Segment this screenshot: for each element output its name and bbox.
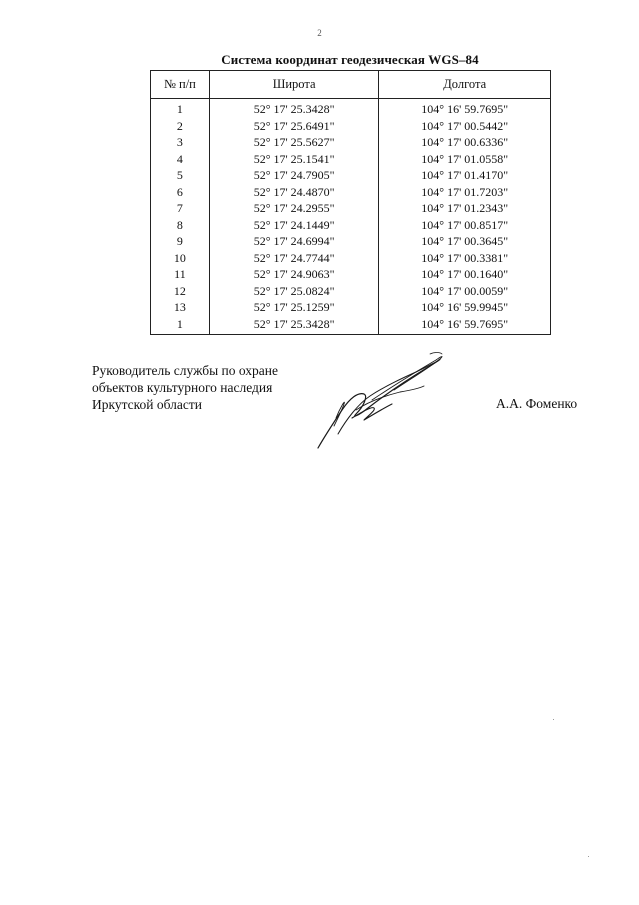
cell-longitude: 104° 16' 59.7695" bbox=[379, 99, 551, 118]
table-header-row bbox=[151, 71, 551, 99]
cell-number: 6 bbox=[151, 184, 210, 201]
signatory-title bbox=[92, 362, 278, 413]
table-row bbox=[151, 134, 551, 151]
handwritten-signature bbox=[312, 348, 452, 454]
table-row bbox=[151, 233, 551, 250]
page-number: 2 bbox=[317, 28, 322, 38]
cell-longitude: 104° 16' 59.7695" bbox=[379, 316, 551, 335]
cell-latitude: 52° 17' 25.3428" bbox=[209, 316, 379, 335]
cell-latitude: 52° 17' 24.6994" bbox=[209, 233, 379, 250]
cell-number: 1 bbox=[151, 99, 210, 118]
cell-longitude: 104° 17' 00.6336" bbox=[379, 134, 551, 151]
cell-longitude: 104° 16' 59.9945" bbox=[379, 299, 551, 316]
table-row bbox=[151, 200, 551, 217]
cell-number: 12 bbox=[151, 283, 210, 300]
table-row bbox=[151, 217, 551, 234]
cell-latitude: 52° 17' 25.6491" bbox=[209, 118, 379, 135]
table-row bbox=[151, 99, 551, 118]
cell-number: 10 bbox=[151, 250, 210, 267]
header-latitude: Широта bbox=[209, 71, 379, 99]
cell-latitude: 52° 17' 24.4870" bbox=[209, 184, 379, 201]
cell-longitude: 104° 17' 01.2343" bbox=[379, 200, 551, 217]
cell-number: 3 bbox=[151, 134, 210, 151]
cell-latitude: 52° 17' 24.9063" bbox=[209, 266, 379, 283]
signatory-title-line: объектов культурного наследия bbox=[92, 380, 273, 395]
table-row bbox=[151, 299, 551, 316]
cell-number: 1 bbox=[151, 316, 210, 335]
table-row bbox=[151, 283, 551, 300]
cell-longitude: 104° 17' 01.0558" bbox=[379, 151, 551, 168]
signatory-title-line: Иркутской области bbox=[92, 397, 203, 412]
header-longitude: Долгота bbox=[379, 71, 551, 99]
table-row bbox=[151, 167, 551, 184]
table-row bbox=[151, 151, 551, 168]
scan-speck bbox=[588, 856, 589, 857]
cell-number: 4 bbox=[151, 151, 210, 168]
cell-longitude: 104° 17' 00.5442" bbox=[379, 118, 551, 135]
cell-number: 5 bbox=[151, 167, 210, 184]
table-row bbox=[151, 118, 551, 135]
cell-latitude: 52° 17' 25.3428" bbox=[209, 99, 379, 118]
cell-number: 9 bbox=[151, 233, 210, 250]
coordinates-table bbox=[150, 70, 551, 335]
cell-latitude: 52° 17' 24.7744" bbox=[209, 250, 379, 267]
cell-latitude: 52° 17' 25.0824" bbox=[209, 283, 379, 300]
cell-longitude: 104° 17' 00.8517" bbox=[379, 217, 551, 234]
cell-longitude: 104° 17' 00.3645" bbox=[379, 233, 551, 250]
cell-number: 2 bbox=[151, 118, 210, 135]
signer-name: А.А. Фоменко bbox=[496, 396, 578, 411]
cell-number: 11 bbox=[151, 266, 210, 283]
cell-latitude: 52° 17' 25.1541" bbox=[209, 151, 379, 168]
cell-latitude: 52° 17' 25.5627" bbox=[209, 134, 379, 151]
cell-longitude: 104° 17' 00.3381" bbox=[379, 250, 551, 267]
header-number: № п/п bbox=[151, 71, 210, 99]
cell-number: 13 bbox=[151, 299, 210, 316]
cell-latitude: 52° 17' 24.7905" bbox=[209, 167, 379, 184]
table-row bbox=[151, 316, 551, 335]
cell-longitude: 104° 17' 00.1640" bbox=[379, 266, 551, 283]
scan-speck bbox=[553, 719, 554, 720]
cell-longitude: 104° 17' 01.7203" bbox=[379, 184, 551, 201]
cell-latitude: 52° 17' 25.1259" bbox=[209, 299, 379, 316]
table-row bbox=[151, 184, 551, 201]
signatory-title-line: Руководитель службы по охране bbox=[92, 363, 279, 378]
table-title: Система координат геодезическая WGS–84 bbox=[221, 52, 479, 67]
cell-number: 7 bbox=[151, 200, 210, 217]
cell-number: 8 bbox=[151, 217, 210, 234]
cell-longitude: 104° 17' 01.4170" bbox=[379, 167, 551, 184]
cell-latitude: 52° 17' 24.2955" bbox=[209, 200, 379, 217]
table-row bbox=[151, 266, 551, 283]
table-row bbox=[151, 250, 551, 267]
cell-latitude: 52° 17' 24.1449" bbox=[209, 217, 379, 234]
cell-longitude: 104° 17' 00.0059" bbox=[379, 283, 551, 300]
